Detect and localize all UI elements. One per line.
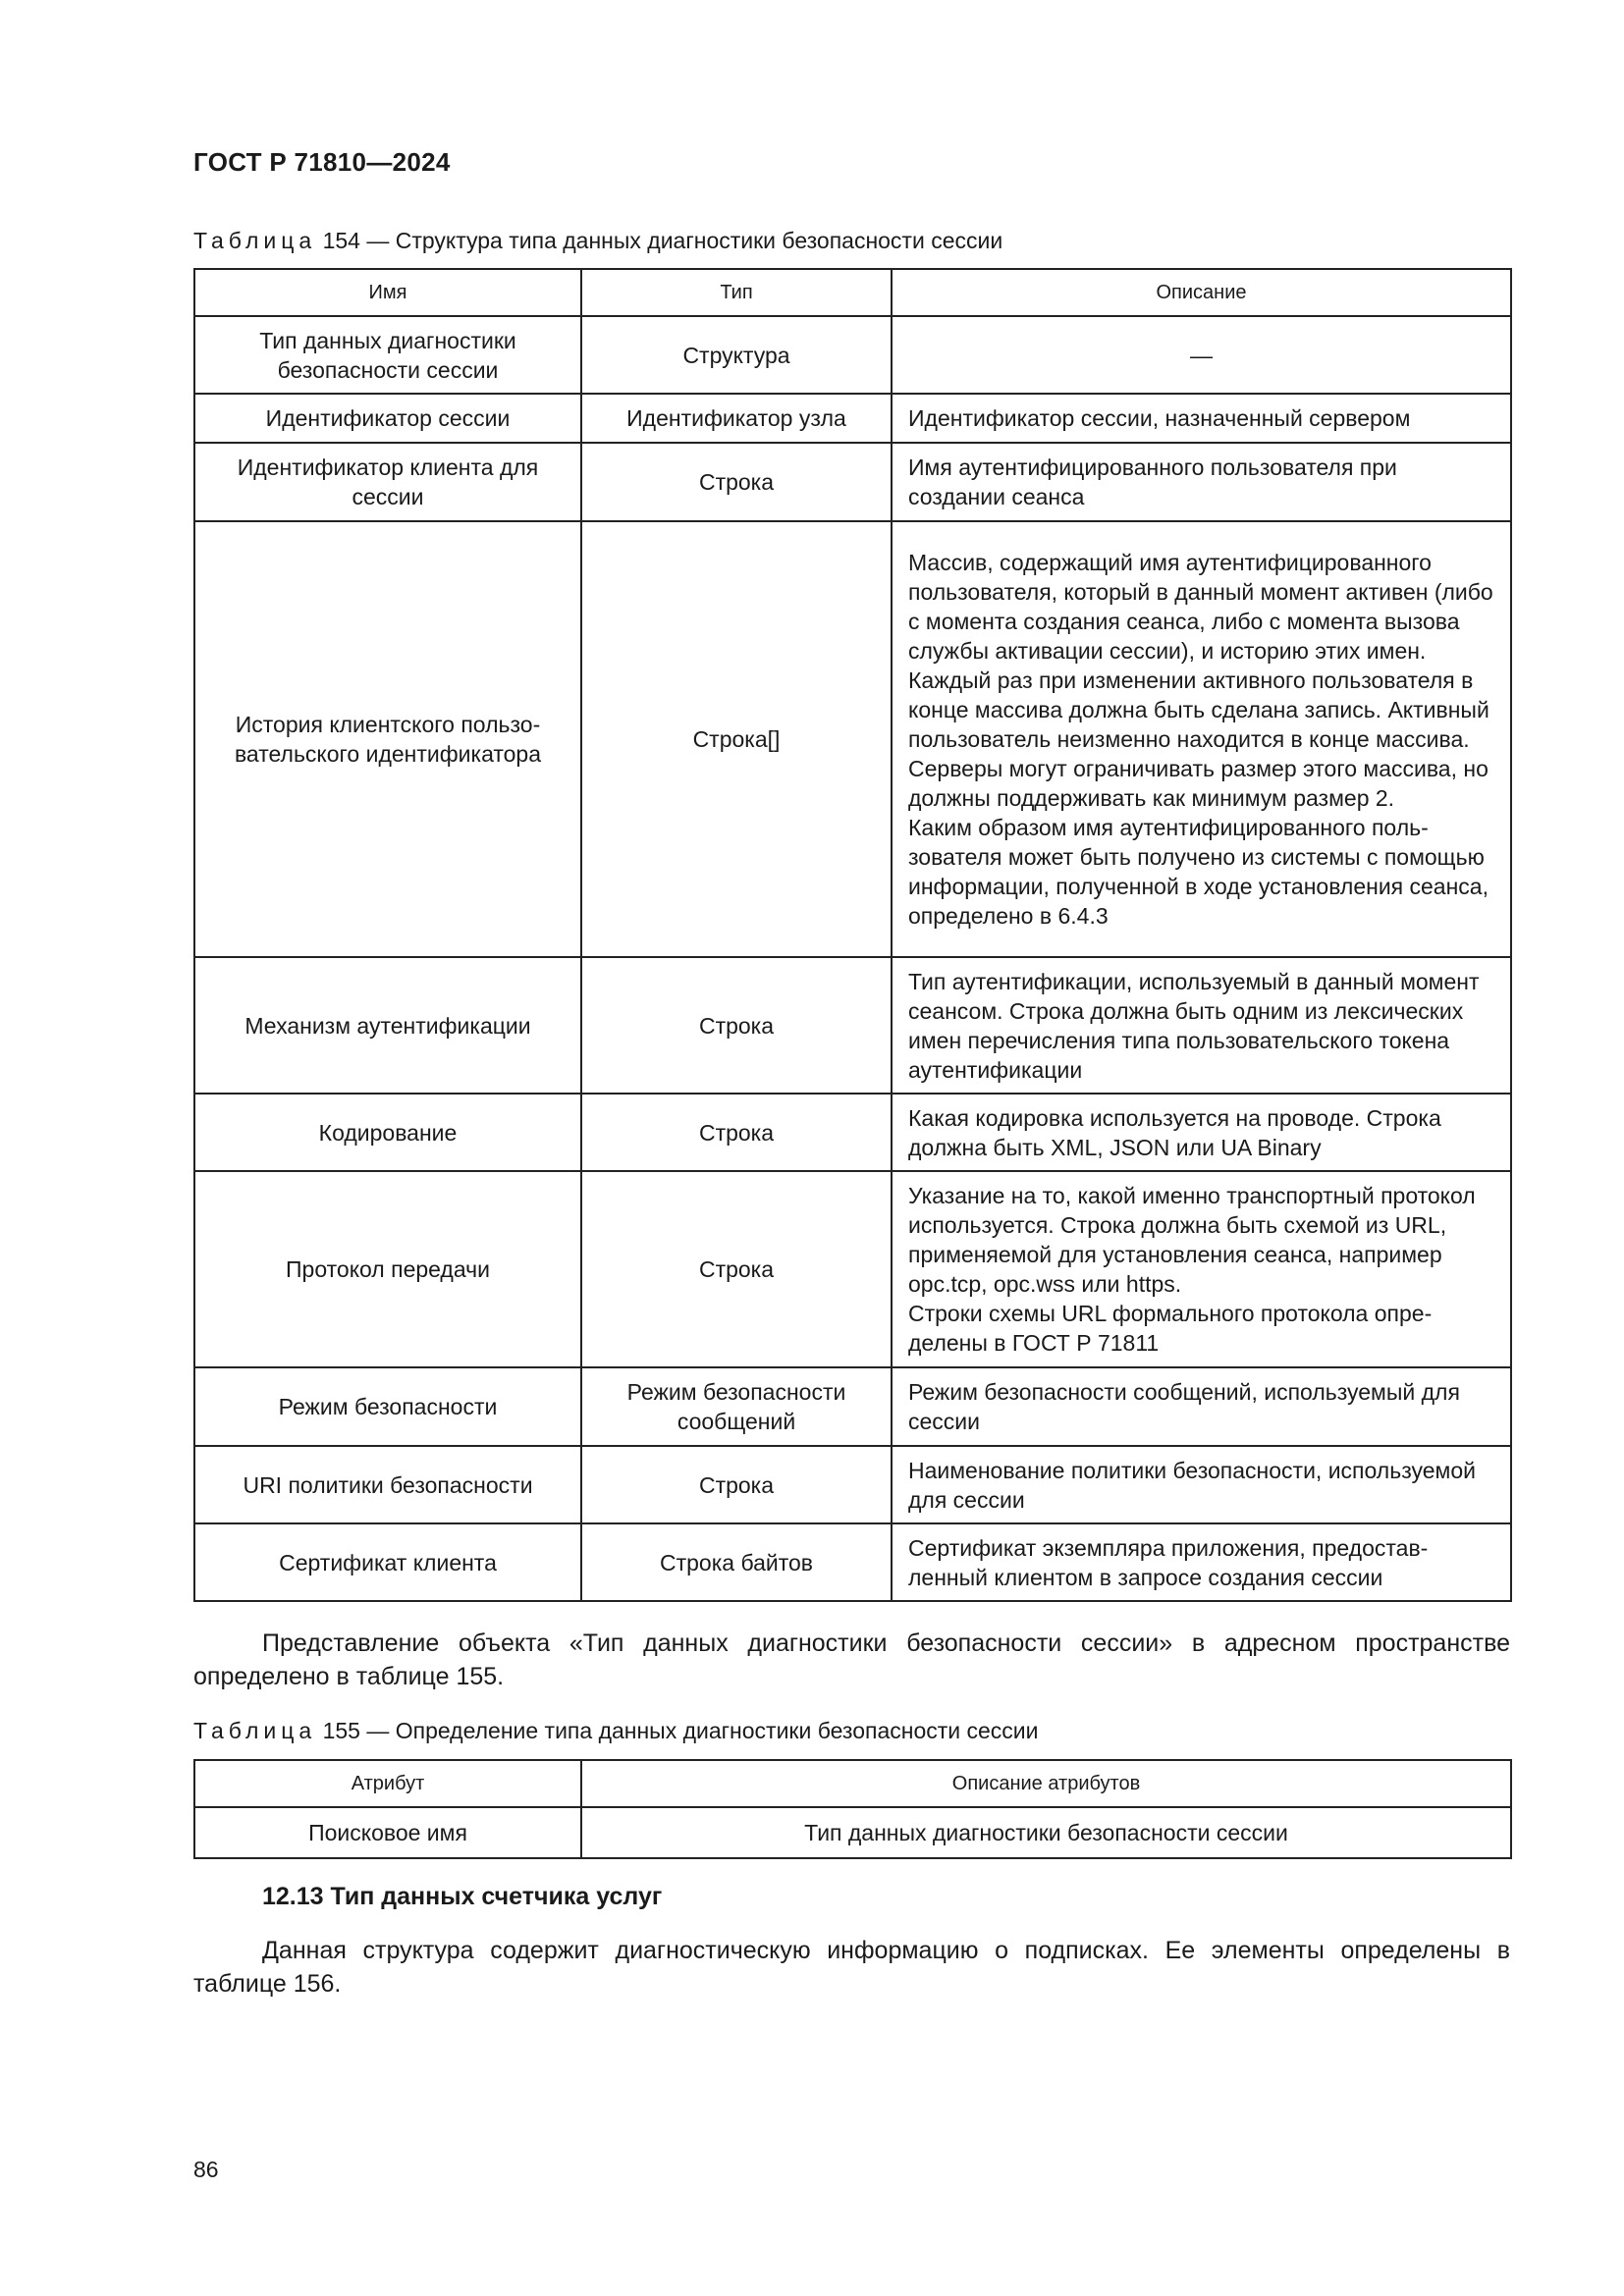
table-155-caption bbox=[193, 1716, 1039, 1745]
column-header-attribute-description: Описание атрибутов bbox=[581, 1760, 1511, 1807]
table-row bbox=[194, 1446, 1511, 1523]
cell-name: Протокол передачи bbox=[194, 1171, 581, 1367]
cell-type: Строка байтов bbox=[581, 1523, 892, 1601]
table-row bbox=[194, 1523, 1511, 1601]
cell-type: Строка bbox=[581, 1094, 892, 1171]
table-caption-text: 155 — Определение типа данных диагностики безопасности сессии bbox=[322, 1718, 1039, 1743]
table-caption-word: Таблица bbox=[193, 228, 317, 253]
description-paragraph: Указание на то, какой именно транспортный протокол используется. Строка должна быть схемой из URL, применяемой для установления сеанса, например opc.tcp, opc.wss или https. bbox=[908, 1183, 1476, 1297]
table-caption-word: Таблица bbox=[193, 1718, 317, 1743]
cell-type: Структура bbox=[581, 316, 892, 394]
cell-name: Механизм аутентификации bbox=[194, 957, 581, 1094]
table-row bbox=[194, 1807, 1511, 1858]
cell-type: Строка bbox=[581, 1171, 892, 1367]
section-heading: 12.13 Тип данных счетчика услуг bbox=[262, 1883, 663, 1910]
table-caption-text: 154 — Структура типа данных диагностики безопасности сессии bbox=[322, 228, 1003, 253]
cell-description: Идентификатор сессии, назначенный сервером bbox=[892, 394, 1511, 443]
cell-description: Сертификат экземпляра приложения, предоставленный клиентом в запросе создания сессии bbox=[892, 1523, 1511, 1601]
cell-name: Сертификат клиента bbox=[194, 1523, 581, 1601]
cell-name: Режим безопасности bbox=[194, 1367, 581, 1446]
cell-type: Строка bbox=[581, 1446, 892, 1523]
body-paragraph: Данная структура содержит диагностическую информацию о подписках. Ее элементы определены в таблице 156. bbox=[193, 1937, 1510, 1998]
page-number: 86 bbox=[193, 2157, 219, 2182]
cell-name: Тип данных диагностики безопасности сессии bbox=[194, 316, 581, 394]
cell-type: Строка bbox=[581, 443, 892, 521]
cell-name: История клиентского пользовательского идентификатора bbox=[194, 521, 581, 957]
table-header-row bbox=[194, 269, 1511, 316]
cell-attribute: Поисковое имя bbox=[194, 1807, 581, 1858]
table-row bbox=[194, 1367, 1511, 1446]
table-155 bbox=[193, 1759, 1512, 1859]
cell-name: Кодирование bbox=[194, 1094, 581, 1171]
description-paragraph: Массив, содержащий имя аутентифицированного пользователя, который в данный момент активен (либо с момента создания сеанса, либо с момента вызова службы активации сессии), и историю этих имен. Каждый раз при изменении активного пользователя в конце массива должна быть сделана запись. Активный пользователь неизменно находится в конце массива. Серверы могут ограничивать размер этого массива, но должны поддерживать как минимум размер 2. bbox=[908, 550, 1493, 811]
table-154-caption bbox=[193, 226, 1002, 255]
cell-name: URI политики безопасности bbox=[194, 1446, 581, 1523]
cell-description bbox=[892, 521, 1511, 957]
cell-type: Строка bbox=[581, 957, 892, 1094]
cell-name: Идентификатор сессии bbox=[194, 394, 581, 443]
cell-description: — bbox=[892, 316, 1511, 394]
body-paragraph: Представление объекта «Тип данных диагностики безопасности сессии» в адресном пространстве определено в таблице 155. bbox=[193, 1629, 1510, 1690]
table-row bbox=[194, 1094, 1511, 1171]
document-header: ГОСТ Р 71810—2024 bbox=[193, 147, 451, 177]
cell-name: Идентификатор клиента для сессии bbox=[194, 443, 581, 521]
table-row bbox=[194, 521, 1511, 957]
table-row bbox=[194, 1171, 1511, 1367]
table-row bbox=[194, 394, 1511, 443]
cell-type: Режим безопасности сообщений bbox=[581, 1367, 892, 1446]
column-header-description: Описание bbox=[892, 269, 1511, 316]
description-paragraph: Строки схемы URL формального протокола определены в ГОСТ Р 71811 bbox=[908, 1301, 1433, 1356]
description-paragraph: Каким образом имя аутентифицированного пользователя может быть получено из системы с помощью информации, полученной в ходе установления сеанса, определено в 6.4.3 bbox=[908, 815, 1489, 929]
cell-type: Идентификатор узла bbox=[581, 394, 892, 443]
table-row bbox=[194, 957, 1511, 1094]
table-row bbox=[194, 316, 1511, 394]
cell-description bbox=[892, 1171, 1511, 1367]
table-154 bbox=[193, 268, 1512, 1602]
cell-attribute-description: Тип данных диагностики безопасности сессии bbox=[581, 1807, 1511, 1858]
cell-description: Какая кодировка используется на проводе. Строка должна быть XML, JSON или UA Binary bbox=[892, 1094, 1511, 1171]
column-header-attribute: Атрибут bbox=[194, 1760, 581, 1807]
cell-description: Тип аутентификации, используемый в данный момент сеансом. Строка должна быть одним из лексических имен перечисления типа пользовательского токена аутентификации bbox=[892, 957, 1511, 1094]
cell-description: Наименование политики безопасности, используемой для сессии bbox=[892, 1446, 1511, 1523]
cell-description: Режим безопасности сообщений, используемый для сессии bbox=[892, 1367, 1511, 1446]
column-header-type: Тип bbox=[581, 269, 892, 316]
column-header-name: Имя bbox=[194, 269, 581, 316]
cell-type: Строка[] bbox=[581, 521, 892, 957]
table-row bbox=[194, 443, 1511, 521]
table-header-row bbox=[194, 1760, 1511, 1807]
cell-description: Имя аутентифицированного пользователя при создании сеанса bbox=[892, 443, 1511, 521]
